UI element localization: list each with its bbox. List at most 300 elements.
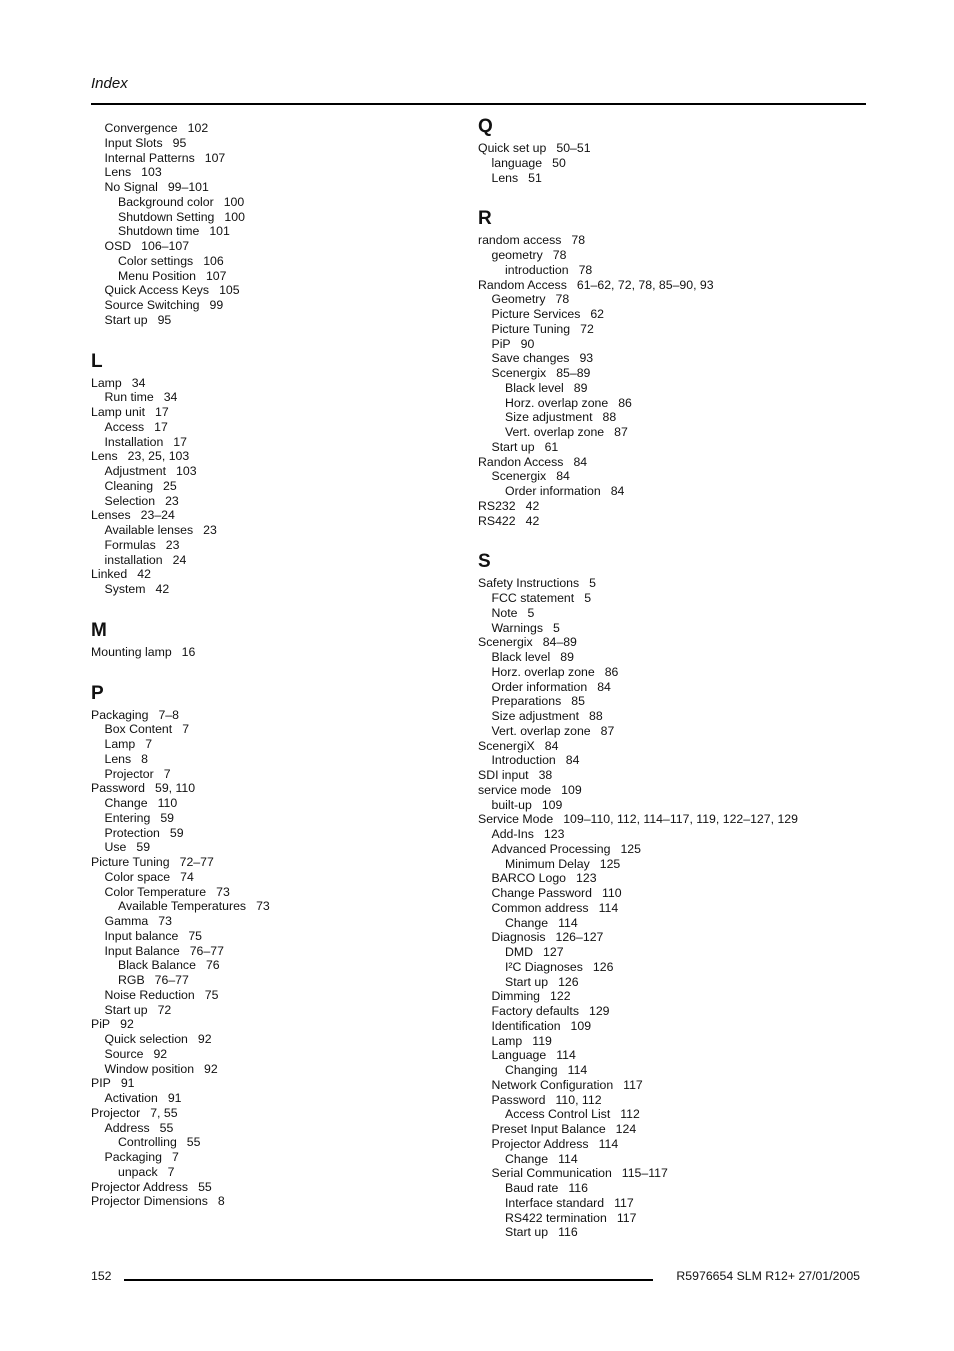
index-section [91,352,451,597]
index-entry [478,798,838,813]
index-entry [478,141,838,156]
index-entry-term: Start up [505,974,549,989]
index-entry-pages: 109 [541,797,563,812]
index-entry [478,916,838,931]
index-entry [478,1063,838,1078]
index-entry-pages: 23 [203,523,217,537]
index-entry-pages: 74 [180,869,194,884]
index-entry-pages: 87 [614,425,628,439]
index-entry-pages: 17 [173,434,187,449]
index-entry [478,455,838,470]
index-entry-pages: 126–127 [555,930,604,945]
index-entry [478,514,838,529]
index-entry-term: Protection [104,825,160,840]
index-section [91,621,451,660]
index-entry [91,136,451,151]
index-entry-pages: 16 [181,644,196,659]
index-entry-term: Preset Input Balance [491,1122,606,1136]
index-entry-term: language [491,155,543,170]
index-entry-pages: 116 [568,1181,588,1195]
index-entry [478,857,838,872]
index-entry-pages: 110 [157,796,178,810]
index-entry-term: unpack [118,1164,158,1179]
index-entry-term: Change [104,796,148,810]
index-entry [91,283,451,298]
index-entry-pages: 55 [186,1135,201,1150]
index-entry-term: PiP [491,336,511,351]
index-entry [91,1106,451,1121]
index-entry-pages: 23 [165,537,180,552]
index-entry-term: Size adjustment [491,709,579,723]
index-entry-pages: 116 [558,1225,578,1240]
index-entry-pages: 7–8 [158,707,179,722]
index-entry-pages: 114 [558,915,578,930]
index-entry-pages: 95 [172,135,187,150]
index-entry-term: Picture Tuning [491,321,571,336]
index-entry-term: Quick set up [478,141,547,155]
index-entry [478,591,838,606]
index-entry-pages: 5 [552,620,560,635]
index-entry [478,263,838,278]
index-entry-pages: 110, 112 [555,1092,602,1107]
index-entry-pages: 85 [571,694,585,709]
index-entry [478,989,838,1004]
index-entry-term: geometry [491,248,543,262]
index-entry [478,709,838,724]
index-entry [478,871,838,886]
index-entry-term: Minimum Delay [505,856,590,871]
index-entry-pages: 5 [589,576,596,591]
index-entry-pages: 92 [197,1032,212,1046]
index-entry [478,1107,838,1122]
index-entry-term: Gamma [104,914,149,928]
index-entry-term: Identification [491,1018,561,1033]
index-entry [91,752,451,767]
index-entry-term: Horz. overlap zone [491,664,595,679]
index-entry-term: Safety Instructions [478,576,580,591]
index-entry-pages: 50–51 [556,141,591,155]
index-entry-term: Activation [104,1091,158,1105]
index-entry [478,171,838,186]
index-entry-pages: 84 [573,454,588,469]
index-entry-term: Start up [104,312,148,327]
index-entry-term: SDI input [478,768,529,782]
index-entry-term: Selection [104,493,156,508]
index-entry-term: Size adjustment [505,410,593,425]
index-entry [91,929,451,944]
index-entry-pages: 106 [203,253,224,268]
index-entry [478,1048,838,1063]
index-entry-term: Start up [505,1225,549,1240]
index-entry-term: Use [104,840,127,855]
index-entry-pages: 119 [532,1033,552,1048]
index-entry-term: Window position [104,1061,195,1076]
index-entry-term: DMD [505,945,534,959]
index-entry [478,248,838,263]
index-entry-pages: 34 [131,375,146,390]
index-entry-pages: 85–89 [556,366,591,380]
index-entry-pages: 109–110, 112, 114–117, 119, 122–127, 129 [563,812,798,827]
index-entry-pages: 93 [579,351,594,366]
index-section [478,117,838,185]
index-entry-pages: 92 [120,1017,134,1032]
index-entry-pages: 5 [584,591,592,605]
index-entry-pages: 17 [155,405,169,419]
index-entry-pages: 8 [141,751,149,766]
index-entry [478,381,838,396]
index-entry-pages: 42 [137,567,151,582]
index-entry-term: Background color [118,194,214,209]
index-entry-term: Diagnosis [491,930,546,945]
index-entry-pages: 126 [592,959,614,974]
index-entry-pages: 92 [204,1061,218,1076]
index-entry [478,440,838,455]
page-header-title: Index [91,75,128,92]
index-entry-term: Note [491,605,518,620]
index-entry-term: built-up [491,797,532,812]
index-entry-pages: 17 [154,419,168,434]
index-entry-pages: 114 [598,900,619,915]
index-entry-pages: 23–24 [140,508,175,523]
index-letter-heading: R [478,208,492,230]
index-entry-pages: 55 [198,1179,212,1194]
index-entry-term: Geometry [491,292,546,307]
index-entry-pages: 123 [543,827,565,841]
index-entry-term: Access Control List [505,1107,611,1122]
index-entry [91,210,451,225]
index-entry-term: Black Balance [118,958,196,973]
index-entry-pages: 75 [204,987,219,1002]
index-entry-pages: 76–77 [154,973,189,987]
index-entry [91,195,451,210]
index-entry-pages: 115–117 [621,1166,668,1181]
index-entry-pages: 102 [187,121,209,135]
index-entry-pages: 107 [205,268,227,283]
index-entry [478,576,838,591]
index-entry [91,899,451,914]
index-entry [478,606,838,621]
index-entry-term: Lamp [91,375,122,390]
index-entry-term: Address [104,1120,150,1135]
index-entry-pages: 7 [167,1164,175,1179]
index-entry-pages: 78 [571,233,586,248]
index-entry-term: Vert. overlap zone [491,723,591,738]
index-entry-term: Warnings [491,620,543,635]
index-entry [91,1047,451,1062]
index-entry-pages: 88 [589,709,603,723]
index-entry-term: introduction [505,262,569,277]
index-entry-pages: 88 [602,410,617,425]
index-entry [478,812,838,827]
index-entry [478,1225,838,1240]
index-entry [91,811,451,826]
index-entry-term: Installation [104,434,164,449]
index-entry-term: Picture Services [491,307,581,321]
index-entry-pages: 76–77 [189,943,224,958]
index-entry [91,269,451,284]
index-entry-term: Projector [104,766,154,781]
index-entry-pages: 7 [182,722,190,737]
index-section [91,121,451,328]
index-entry-term: Linked [91,567,128,582]
index-entry-term: Language [491,1048,547,1063]
index-entry-term: Preparations [491,694,562,709]
index-entry [478,410,838,425]
index-entry [91,1017,451,1032]
index-entry-term: Password [491,1092,546,1107]
index-entry-term: Run time [104,390,154,405]
index-entry-term: Lens [91,449,118,464]
index-entry-term: Quick selection [104,1032,188,1046]
index-entry-term: Shutdown Setting [118,209,215,224]
index-entry-pages: 72 [157,1002,172,1017]
index-entry [91,1032,451,1047]
index-entry-term: Color Temperature [104,884,207,899]
index-entry [478,469,838,484]
index-entry-pages: 76 [205,958,220,973]
index-entry [478,1093,838,1108]
index-entry-term: RS422 termination [505,1210,607,1225]
index-entry-term: Input balance [104,928,179,943]
index-entry-pages: 84 [597,679,611,694]
index-entry-pages: 61 [544,439,559,454]
index-entry-pages: 92 [153,1046,168,1061]
index-entry-term: Formulas [104,537,156,552]
index-entry-pages: 8 [217,1194,225,1209]
index-entry-pages: 50 [552,155,566,170]
index-entry [91,464,451,479]
index-entry-pages: 109 [570,1018,592,1033]
index-entry-pages: 42 [155,582,170,596]
footer-rule [124,1279,653,1281]
index-entry-term: Factory defaults [491,1004,579,1018]
index-entry-pages: 91 [167,1091,182,1105]
index-entry [91,1121,451,1136]
index-entry [91,390,451,405]
index-entry-term: OSD [104,239,132,253]
index-entry-pages: 84 [544,738,559,753]
index-entry-term: Save changes [491,351,570,366]
index-entry-pages: 59 [160,810,174,825]
index-entry [91,708,451,723]
index-entry-pages: 72 [580,321,594,336]
index-entry [478,1019,838,1034]
index-entry [478,322,838,337]
index-entry-pages: 109 [561,782,582,797]
index-entry [91,1150,451,1165]
index-entry-term: Color space [104,869,171,884]
index-entry [478,621,838,636]
index-entry-pages: 122 [550,989,571,1004]
index-entry [478,1004,838,1019]
index-entry [478,1078,838,1093]
index-entry [478,739,838,754]
index-letter-heading: Q [478,116,493,137]
index-entry-term: Order information [505,484,601,498]
index-entry [478,665,838,680]
index-entry-pages: 103 [141,165,162,180]
index-entry [91,855,451,870]
index-entry [478,1211,838,1226]
index-entry [478,233,838,248]
index-entry-pages: 105 [219,283,240,298]
index-entry-term: Input Balance [104,943,180,958]
index-entry-term: Black level [491,650,551,664]
index-entry [91,988,451,1003]
index-entry-term: PiP [91,1017,111,1032]
index-entry [478,753,838,768]
index-entry-pages: 117 [623,1077,643,1092]
index-entry-pages: 84 [565,753,580,768]
index-entry-pages: 100 [224,209,245,224]
index-entry-term: Change [505,915,549,930]
index-entry-term: Advanced Processing [491,841,611,856]
index-entry-pages: 23 [165,493,179,508]
index-entry [478,366,838,381]
index-entry-pages: 91 [120,1076,135,1091]
index-letter-heading: S [478,551,491,573]
index-entry-term: Password [91,781,145,796]
index-entry [478,635,838,650]
index-entry-term: Dimming [491,989,541,1004]
index-entry [478,694,838,709]
index-entry [91,239,451,254]
index-entry [91,405,451,420]
index-entry-pages: 90 [520,336,535,351]
index-entry-pages: 51 [528,170,542,185]
index-entry [91,973,451,988]
index-entry-term: Internal Patterns [104,150,195,165]
index-entry-pages: 123 [576,871,597,886]
index-entry-term: service mode [478,782,552,797]
index-entry-term: Source [104,1046,144,1061]
index-entry-pages: 78 [578,262,593,277]
index-column-right [478,117,838,1240]
index-entry [91,523,451,538]
index-entry-term: Quick Access Keys [104,283,210,298]
index-entry-term: Scenergix [478,635,533,650]
index-entry [478,1122,838,1137]
index-entry [478,396,838,411]
index-entry-pages: 106–107 [141,239,190,253]
index-entry-term: Cleaning [104,478,154,493]
index-entry-pages: 117 [616,1210,637,1225]
index-entry-term: Lens [104,165,132,180]
index-entry [91,582,451,597]
index-entry-term: Packaging [91,707,149,722]
index-entry-term: Order information [491,679,588,694]
index-entry [478,278,838,293]
index-entry [478,425,838,440]
index-entry-term: BARCO Logo [491,871,567,886]
index-entry-pages: 34 [163,390,178,405]
index-entry-term: FCC statement [491,591,575,605]
index-entry-term: Common address [491,900,589,915]
index-entry-term: Change [505,1151,549,1166]
index-entry-term: Projector [91,1105,141,1120]
index-entry-term: Change Password [491,886,592,900]
index-entry-term: Projector Address [491,1136,589,1151]
index-entry-term: Random Access [478,277,567,292]
index-entry [91,737,451,752]
index-entry-term: Projector Address [91,1179,189,1194]
index-entry-term: RGB [118,973,145,987]
index-entry-pages: 87 [600,723,615,738]
index-entry-term: Available Temperatures [118,899,247,914]
index-entry-pages: 112 [620,1107,640,1122]
index-entry [91,826,451,841]
index-entry-pages: 23, 25, 103 [127,449,190,464]
index-entry-term: Available lenses [104,523,194,537]
index-entry [91,1165,451,1180]
index-entry-pages: 84 [556,469,570,484]
index-entry-term: Convergence [104,121,178,135]
index-entry-term: Entering [104,810,151,825]
index-entry [91,508,451,523]
index-entry [91,567,451,582]
index-entry [91,313,451,328]
index-entry-pages: 59 [136,840,151,855]
index-entry [91,870,451,885]
index-entry-term: No Signal [104,180,158,194]
index-entry [478,1152,838,1167]
index-entry-term: ScenergiX [478,738,535,753]
index-entry-pages: 73 [256,899,270,914]
index-entry-term: Interface standard [505,1195,605,1210]
index-entry-term: System [104,582,146,596]
index-entry-term: Lens [104,751,132,766]
index-section [478,209,838,528]
index-entry-term: Picture Tuning [91,855,170,869]
index-entry [478,783,838,798]
index-entry [478,975,838,990]
index-entry-term: Noise Reduction [104,987,195,1002]
index-entry-pages: 114 [598,1136,619,1151]
index-entry [478,307,838,322]
index-entry [478,901,838,916]
index-entry [91,645,451,660]
index-entry-pages: 59, 110 [155,781,196,796]
index-entry-pages: 114 [556,1048,576,1063]
index-entry-pages: 38 [538,768,553,782]
index-entry-term: Baud rate [505,1181,559,1195]
index-entry [91,494,451,509]
index-entry [91,781,451,796]
index-entry-pages: 86 [618,395,632,410]
index-letter-heading: P [91,682,104,704]
index-entry-term: PIP [91,1076,111,1091]
index-entry [91,1076,451,1091]
index-entry [478,930,838,945]
index-entry-pages: 110 [601,886,622,900]
index-entry-term: Changing [505,1063,558,1077]
footer-document-id: R5976654 SLM R12+ 27/01/2005 [676,1269,860,1283]
index-entry [91,1180,451,1195]
index-entry [91,1003,451,1018]
index-entry [478,650,838,665]
index-entry [91,224,451,239]
index-entry [478,484,838,499]
index-entry-term: Introduction [491,753,556,768]
index-entry-pages: 24 [172,552,187,567]
index-entry-term: Lamp unit [91,405,146,419]
index-entry-pages: 55 [159,1120,174,1135]
index-entry [478,842,838,857]
index-entry [478,499,838,514]
index-entry-term: Projector Dimensions [91,1194,208,1209]
index-entry-term: Input Slots [104,135,163,150]
index-entry [91,151,451,166]
